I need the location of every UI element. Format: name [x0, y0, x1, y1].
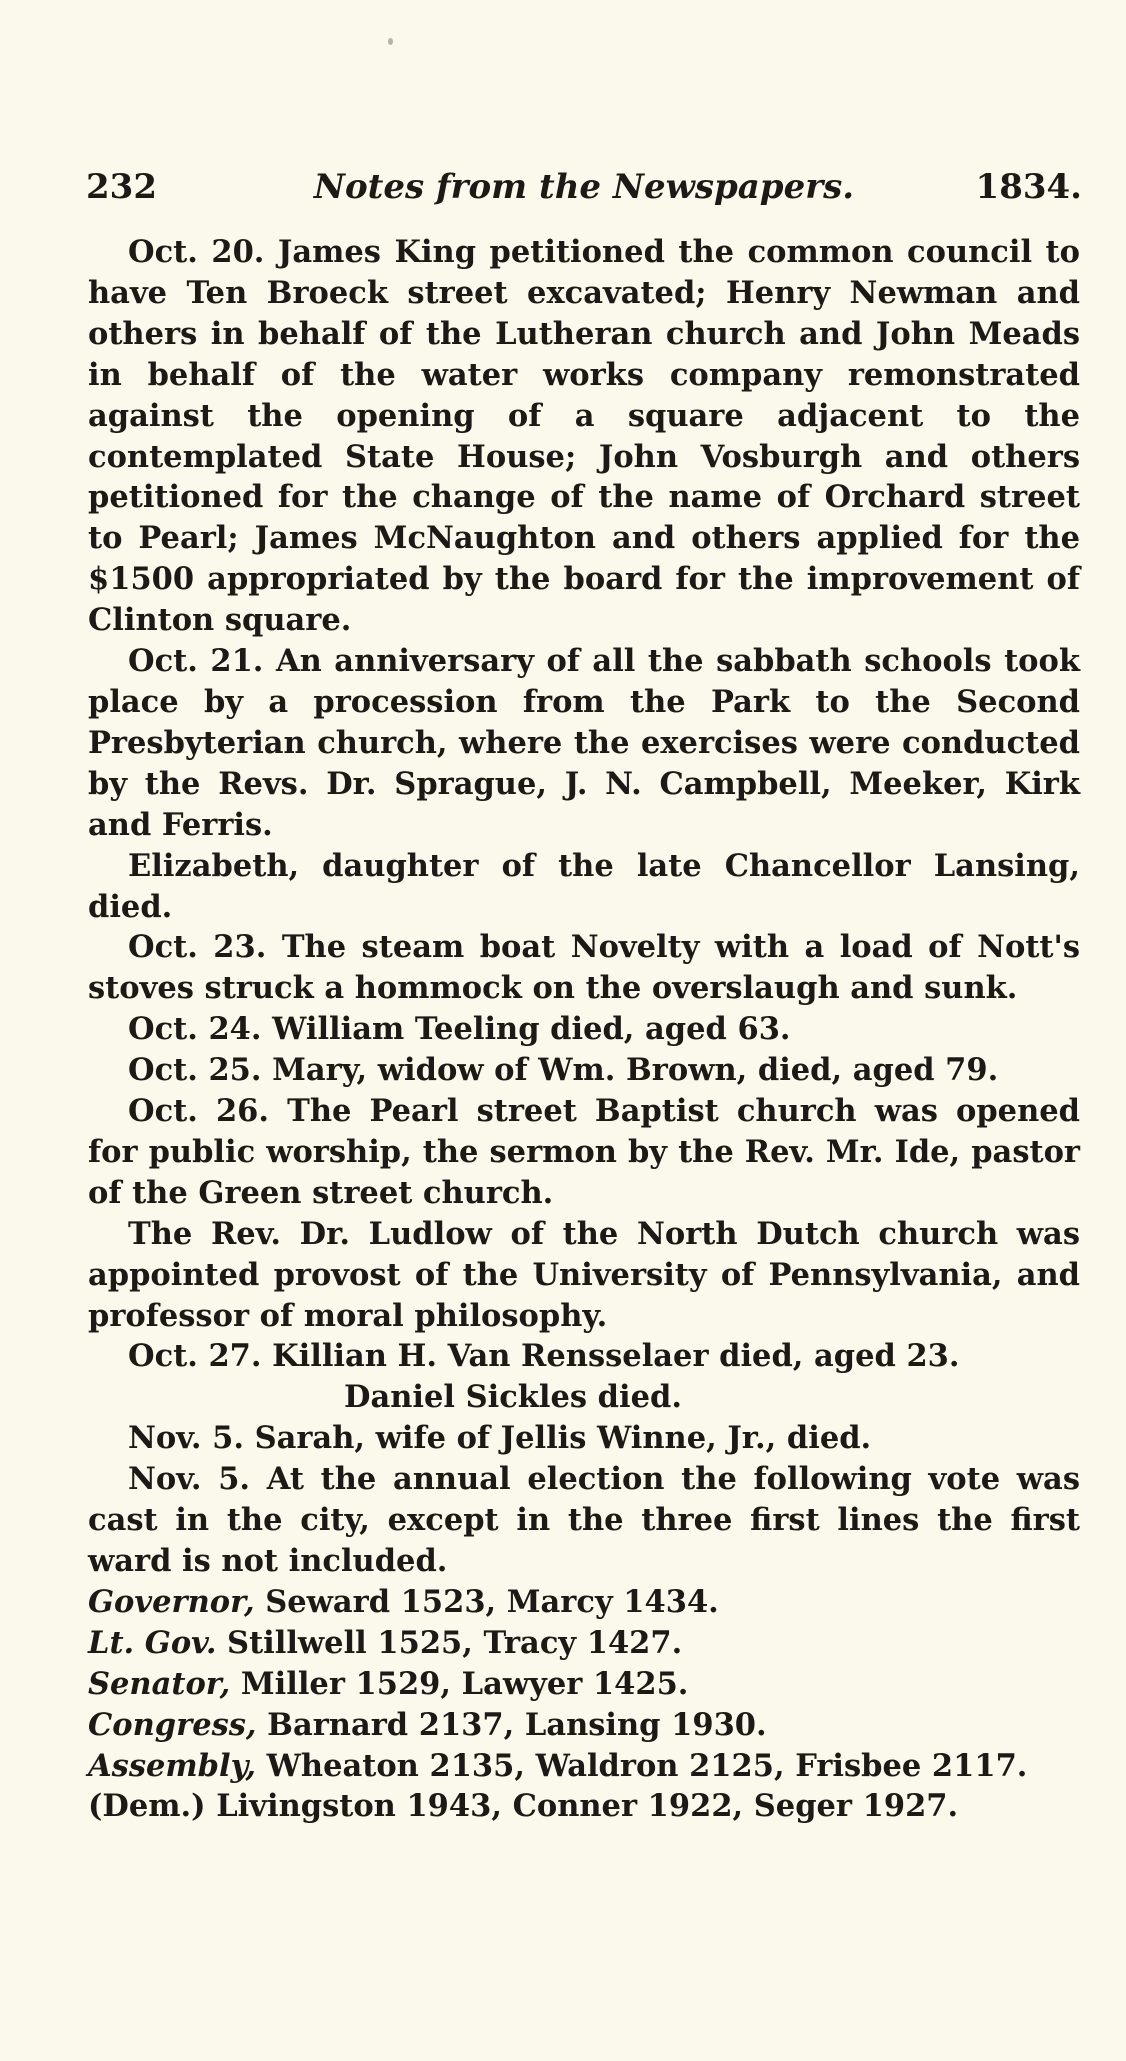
entry-oct-21: Oct. 21. An anniversary of all the sabbath schools took place by a procession from the Park to the Second Presbyterian church, where the exercises were conducted by the Revs. Dr. Sprague, J. N. Campbell, Meeker, Kirk and Ferris. — [88, 643, 1080, 843]
vote-line — [88, 1582, 1080, 1623]
vote-result: Miller 1529, Lawyer 1425. — [230, 1665, 689, 1702]
page-number: 232 — [86, 167, 157, 207]
entry-nov-5-election: Nov. 5. At the annual election the following vote was cast in the city, except in the three first lines the first ward is not included. — [88, 1461, 1080, 1579]
entry-oct-27: Oct. 27. Killian H. Van Rensselaer died, aged 23. — [128, 1338, 960, 1375]
entry-oct-25: Oct. 25. Mary, widow of Wm. Brown, died, aged 79. — [128, 1052, 999, 1089]
vote-office: Senator, — [88, 1665, 231, 1702]
ink-speck — [388, 38, 393, 45]
vote-result: Wheaton 2135, Waldron 2125, Frisbee 2117. — [256, 1747, 1028, 1784]
vote-office: Congress, — [88, 1706, 257, 1743]
vote-office: Lt. Gov. — [88, 1624, 217, 1661]
entry-sickles: Daniel Sickles died. — [344, 1379, 682, 1416]
page-body — [88, 232, 1080, 1827]
entry-oct-24: Oct. 24. William Teeling died, aged 63. — [128, 1011, 791, 1048]
entry-oct-20: Oct. 20. James King petitioned the common council to have Ten Broeck street excavated; Henry Newman and others in behalf of the Lutheran church and John Meads in behalf of the water works company remonstrated against the opening of a square adjacent to the contemplated State House; John Vosburgh and others petitioned for the change of the name of Orchard street to Pearl; James McNaughton and others applied for the $1500 appropriated by the board for the improvement of Clinton square. — [88, 234, 1080, 639]
vote-line-democrats: (Dem.) Livingston 1943, Conner 1922, Seger 1927. — [88, 1788, 959, 1825]
running-header — [86, 164, 1082, 210]
entry-oct-23: Oct. 23. The steam boat Novelty with a load of Nott's stoves struck a hommock on the overslaugh and sunk. — [88, 929, 1080, 1007]
entry-ludlow: The Rev. Dr. Ludlow of the North Dutch church was appointed provost of the University of Pennsylvania, and professor of moral philosophy. — [88, 1215, 1080, 1334]
vote-line — [88, 1664, 1080, 1705]
entry-nov-5-winne: Nov. 5. Sarah, wife of Jellis Winne, Jr., died. — [128, 1420, 872, 1457]
vote-result: Stillwell 1525, Tracy 1427. — [216, 1624, 683, 1661]
vote-office: Assembly, — [88, 1747, 257, 1784]
header-year: 1834. — [975, 167, 1082, 207]
vote-result: Seward 1523, Marcy 1434. — [254, 1583, 719, 1620]
vote-line — [88, 1746, 1080, 1787]
running-title: Notes from the Newspapers. — [313, 167, 855, 207]
vote-line — [88, 1705, 1080, 1746]
vote-line — [88, 1623, 1080, 1664]
entry-elizabeth-lansing: Elizabeth, daughter of the late Chancellor Lansing, died. — [88, 847, 1080, 925]
entry-oct-26: Oct. 26. The Pearl street Baptist church was opened for public worship, the sermon by the Rev. Mr. Ide, pastor of the Green street church. — [88, 1093, 1080, 1211]
vote-office: Governor, — [88, 1583, 255, 1620]
vote-result: Barnard 2137, Lansing 1930. — [256, 1706, 767, 1743]
